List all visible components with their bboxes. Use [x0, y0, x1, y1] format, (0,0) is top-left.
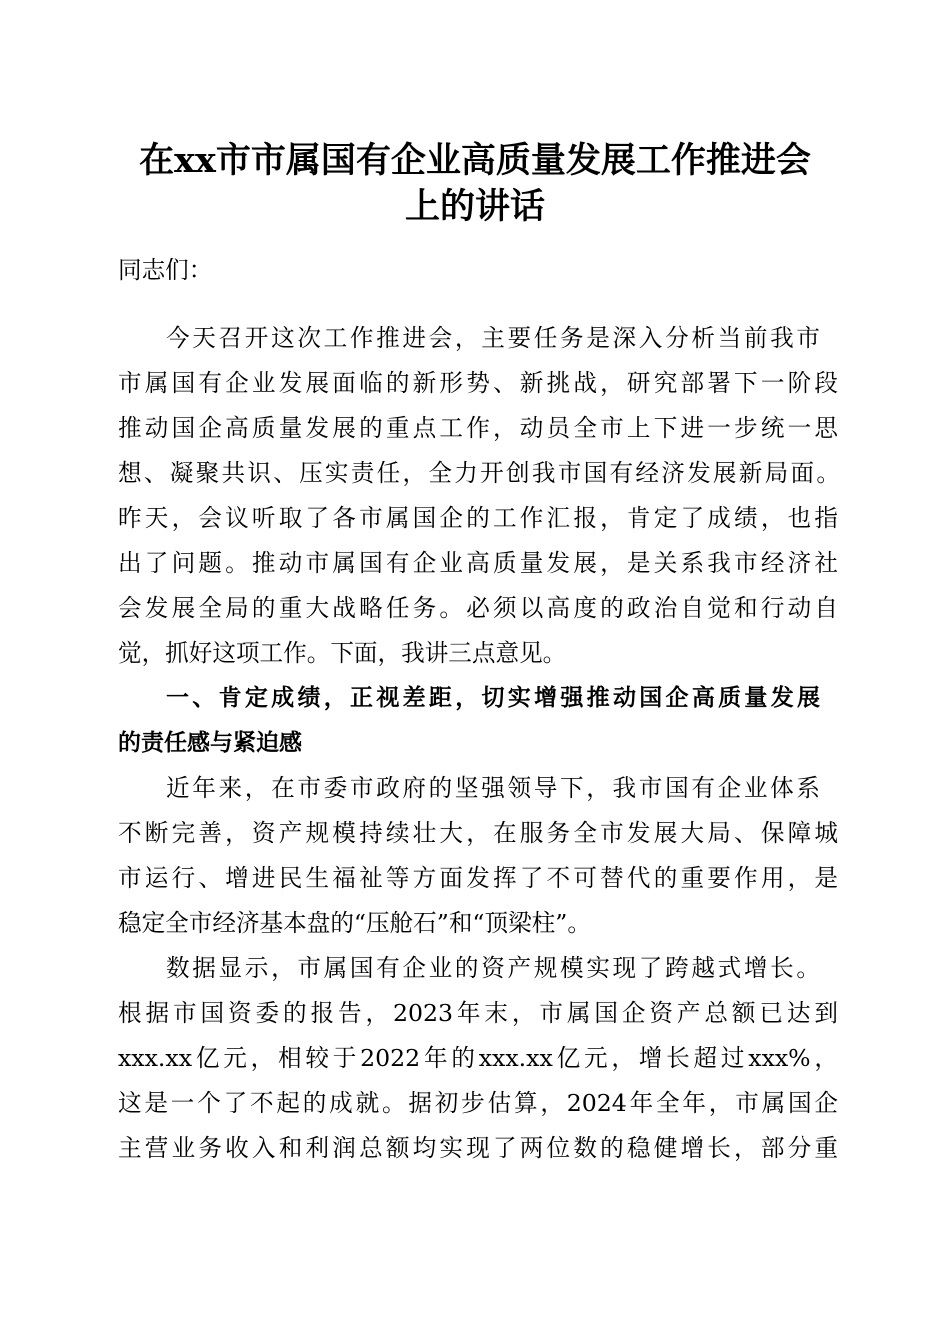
- body-line: 不断完善，资产规模持续壮大，在服务全市发展大局、保障城: [118, 819, 838, 847]
- body-line: 市属国有企业发展面临的新形势、新挑战，研究部署下一阶段: [118, 369, 838, 397]
- section-heading-line-2: 的责任感与紧迫感: [118, 730, 302, 756]
- document-title-line-1: 在xx市市属国有企业高质量发展工作推进会: [139, 140, 811, 181]
- body-line: 主营业务收入和利润总额均实现了两位数的稳健增长，部分重: [118, 1134, 838, 1162]
- body-line: 想、凝聚共识、压实责任，全力开创我市国有经济发展新局面。: [118, 459, 840, 487]
- body-line: xxx.xx亿元，相较于2022年的xxx.xx亿元，增长超过xxx%，: [118, 1044, 838, 1072]
- body-line: 稳定全市经济基本盘的“压舱石”和“顶梁柱”。: [118, 909, 591, 937]
- body-line: 会发展全局的重大战略任务。必须以高度的政治自觉和行动自: [118, 594, 838, 622]
- body-line: 觉，抓好这项工作。下面，我讲三点意见。: [118, 639, 567, 667]
- body-line: 出了问题。推动市属国有企业高质量发展，是关系我市经济社: [118, 549, 838, 577]
- body-line: 昨天，会议听取了各市属国企的工作汇报，肯定了成绩，也指: [118, 504, 838, 532]
- document-title-line-2: 上的讲话: [404, 186, 545, 227]
- body-line: 推动国企高质量发展的重点工作，动员全市上下进一步统一思: [118, 414, 838, 442]
- salutation: 同志们：: [118, 256, 213, 284]
- body-line: 市运行、增进民生福祉等方面发挥了不可替代的重要作用，是: [118, 864, 838, 892]
- body-line: 数据显示，市属国有企业的资产规模实现了跨越式增长。: [166, 954, 820, 982]
- body-line: 这是一个了不起的成就。据初步估算，2024年全年，市属国企: [118, 1089, 838, 1117]
- body-line: 今天召开这次工作推进会，主要任务是深入分析当前我市: [166, 324, 820, 352]
- body-line: 近年来，在市委市政府的坚强领导下，我市国有企业体系: [166, 774, 820, 802]
- body-line: 根据市国资委的报告，2023年末，市属国企资产总额已达到: [118, 999, 838, 1027]
- section-heading-line-1: 一、肯定成绩，正视差距，切实增强推动国企高质量发展: [166, 685, 820, 711]
